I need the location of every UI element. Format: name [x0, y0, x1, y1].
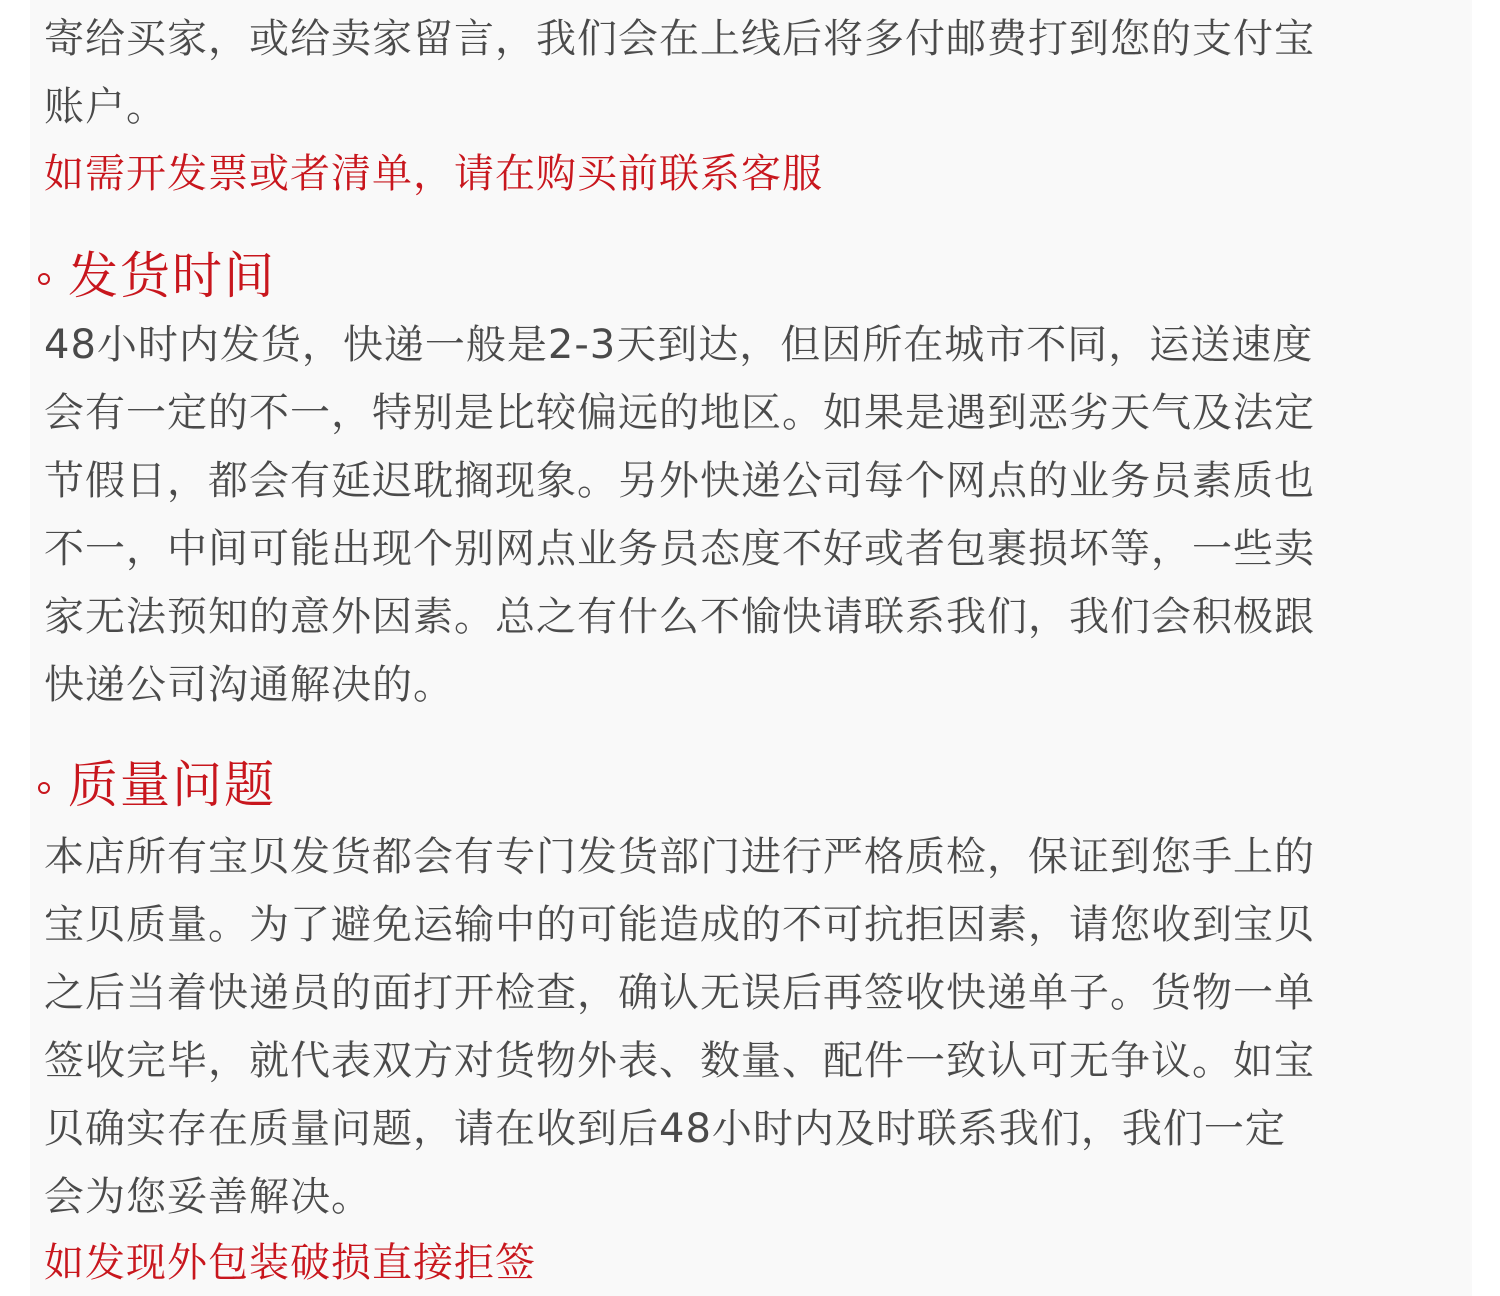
quality-line: 贝确实存在质量问题，请在收到后48小时内及时联系我们，我们一定	[44, 1106, 1286, 1152]
intro-line: 账户。	[44, 84, 167, 130]
quality-line: 会为您妥善解决。	[44, 1174, 372, 1220]
quality-heading	[38, 755, 276, 815]
intro-line: 寄给买家，或给卖家留言，我们会在上线后将多付邮费打到您的支付宝	[44, 16, 1315, 62]
shipping-line: 48小时内发货，快递一般是2-3天到达，但因所在城市不同，运送速度	[44, 322, 1314, 368]
policy-page	[30, 0, 1472, 1296]
shipping-line: 不一，中间可能出现个别网点业务员态度不好或者包裹损坏等，一些卖	[44, 526, 1315, 572]
quality-line: 签收完毕，就代表双方对货物外表、数量、配件一致认可无争议。如宝	[44, 1038, 1315, 1084]
circle-bullet-icon	[38, 273, 50, 285]
quality-line: 本店所有宝贝发货都会有专门发货部门进行严格质检，保证到您手上的	[44, 834, 1315, 880]
shipping-line: 家无法预知的意外因素。总之有什么不愉快请联系我们，我们会积极跟	[44, 594, 1315, 640]
shipping-line: 会有一定的不一，特别是比较偏远的地区。如果是遇到恶劣天气及法定	[44, 390, 1315, 436]
invoice-notice: 如需开发票或者清单，请在购买前联系客服	[44, 151, 823, 197]
quality-line: 之后当着快递员的面打开检查，确认无误后再签收快递单子。货物一单	[44, 970, 1315, 1016]
shipping-line: 节假日，都会有延迟耽搁现象。另外快递公司每个网点的业务员素质也	[44, 458, 1315, 504]
reject-notice: 如发现外包装破损直接拒签	[44, 1240, 536, 1286]
shipping-line: 快递公司沟通解决的。	[44, 662, 454, 708]
quality-heading-text: 质量问题	[68, 756, 276, 814]
shipping-heading-text: 发货时间	[68, 247, 276, 305]
shipping-heading	[38, 246, 276, 306]
quality-line: 宝贝质量。为了避免运输中的可能造成的不可抗拒因素，请您收到宝贝	[44, 902, 1315, 948]
circle-bullet-icon	[38, 782, 50, 794]
